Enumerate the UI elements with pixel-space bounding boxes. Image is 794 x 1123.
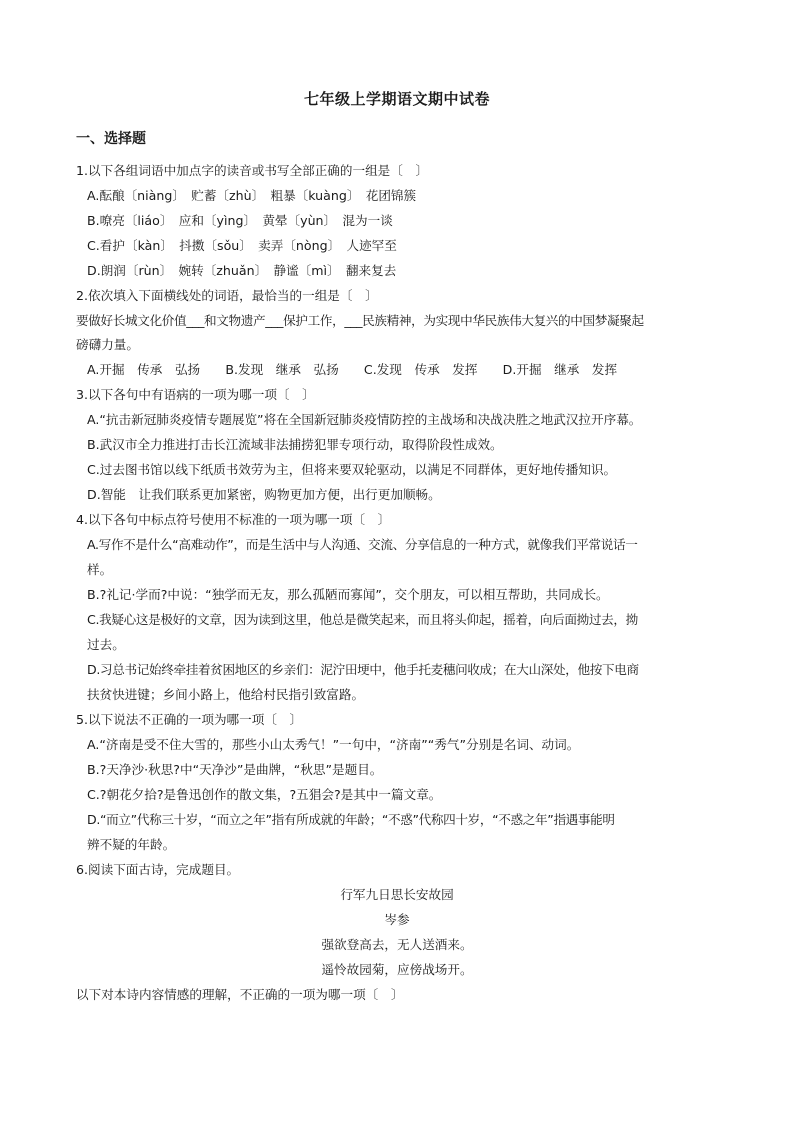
poem-line-1: 强欲登高去，无人送酒来。 bbox=[321, 937, 473, 952]
q4-option-c-line1: C.我疑心这是极好的文章，因为读到这里，他总是微笑起来，而且将头仰起，摇着，向后面拗过去，拗 bbox=[87, 612, 638, 627]
q4-option-d-line1: D.习总书记始终牵挂着贫困地区的乡亲们：泥泞田埂中，他手托麦穗问收成；在大山深处，他按下电商 bbox=[87, 662, 639, 677]
poem-title: 行军九日思长安故园 bbox=[340, 887, 454, 902]
q3-option-c: C.过去图书馆以线下纸质书效劳为主，但将来要双轮驱动，以满足不同群体，更好地传播知识。 bbox=[87, 462, 617, 477]
q5-option-b: B.?天净沙·秋思?中“天净沙”是曲牌，“秋思”是题目。 bbox=[87, 762, 383, 777]
q1-option-c: C.看护〔kàn〕 抖擞〔sǒu〕 卖弄〔nòng〕 人迹罕至 bbox=[87, 238, 397, 253]
q5-option-d-line1: D.“而立”代称三十岁，“而立之年”指有所成就的年龄；“不惑”代称四十岁，“不惑之年”指遇事能明 bbox=[87, 812, 615, 827]
poem-author: 岑参 bbox=[384, 912, 410, 927]
q6-stem: 6.阅读下面古诗，完成题目。 bbox=[76, 862, 240, 877]
q2-stem: 2.依次填入下面横线处的词语，最恰当的一组是〔 〕 bbox=[76, 288, 378, 303]
q4-option-b: B.?礼记·学而?中说：“独学而无友，那么孤陋而寡闻”，交个朋友，可以相互帮助，共同成长。 bbox=[87, 587, 609, 602]
q4-option-a-line2: 样。 bbox=[87, 562, 113, 577]
q5-option-a: A.“济南是受不住大雪的，那些小山太秀气！”一句中，“济南”“秀气”分别是名词、动词。 bbox=[87, 737, 580, 752]
q2-text-line2: 磅礴力量。 bbox=[76, 337, 139, 352]
q4-option-a-line1: A.写作不是什么“高难动作”，而是生活中与人沟通、交流、分享信息的一种方式，就像我们平常说话一 bbox=[87, 537, 638, 552]
section-heading: 一、选择题 bbox=[76, 131, 146, 147]
q2-text-line1: 要做好长城文化价值___和文物遗产___保护工作，___民族精神，为实现中华民族伟大复兴的中国梦凝聚起 bbox=[76, 313, 644, 328]
q3-option-a: A.“抗击新冠肺炎疫情专题展览”将在全国新冠肺炎疫情防控的主战场和决战决胜之地武汉拉开序幕。 bbox=[87, 412, 642, 427]
q5-option-c: C.?朝花夕拾?是鲁迅创作的散文集，?五猖会?是其中一篇文章。 bbox=[87, 787, 442, 802]
q3-option-b: B.武汉市全力推进打击长江流域非法捕捞犯罪专项行动，取得阶段性成效。 bbox=[87, 437, 503, 452]
q1-stem: 1.以下各组词语中加点字的读音或书写全部正确的一组是〔 〕 bbox=[76, 163, 429, 178]
q3-option-d: D.智能 让我们联系更加紧密，购物更加方便，出行更加顺畅。 bbox=[87, 487, 441, 502]
q5-stem: 5.以下说法不正确的一项为哪一项〔 〕 bbox=[76, 712, 303, 727]
q4-stem: 4.以下各句中标点符号使用不标准的一项为哪一项〔 〕 bbox=[76, 512, 391, 527]
q3-stem: 3.以下各句中有语病的一项为哪一项〔 〕 bbox=[76, 387, 315, 402]
q4-option-c-line2: 过去。 bbox=[87, 637, 125, 652]
page-title: 七年级上学期语文期中试卷 bbox=[303, 90, 490, 108]
q1-option-d: D.朗润〔rùn〕 婉转〔zhuǎn〕 静谧〔mì〕 翻来复去 bbox=[87, 263, 397, 278]
q5-option-d-line2: 辨不疑的年龄。 bbox=[87, 837, 176, 852]
poem-line-2: 遥怜故园菊，应傍战场开。 bbox=[321, 962, 473, 977]
q1-option-a: A.酝酿〔niàng〕 贮蓄〔zhù〕 粗暴〔kuàng〕 花团锦簇 bbox=[87, 188, 417, 203]
q2-options: A.开掘 传承 弘扬 B.发现 继承 弘扬 C.发现 传承 发挥 D.开掘 继承 发挥 bbox=[87, 362, 618, 377]
q6-question: 以下对本诗内容情感的理解，不正确的一项为哪一项〔 〕 bbox=[76, 987, 404, 1002]
q4-option-d-line2: 扶贫快进键；乡间小路上，他给村民指引致富路。 bbox=[87, 687, 365, 702]
q1-option-b: B.嘹亮〔liáo〕 应和〔yìng〕 黄晕〔yùn〕 混为一谈 bbox=[87, 213, 393, 228]
